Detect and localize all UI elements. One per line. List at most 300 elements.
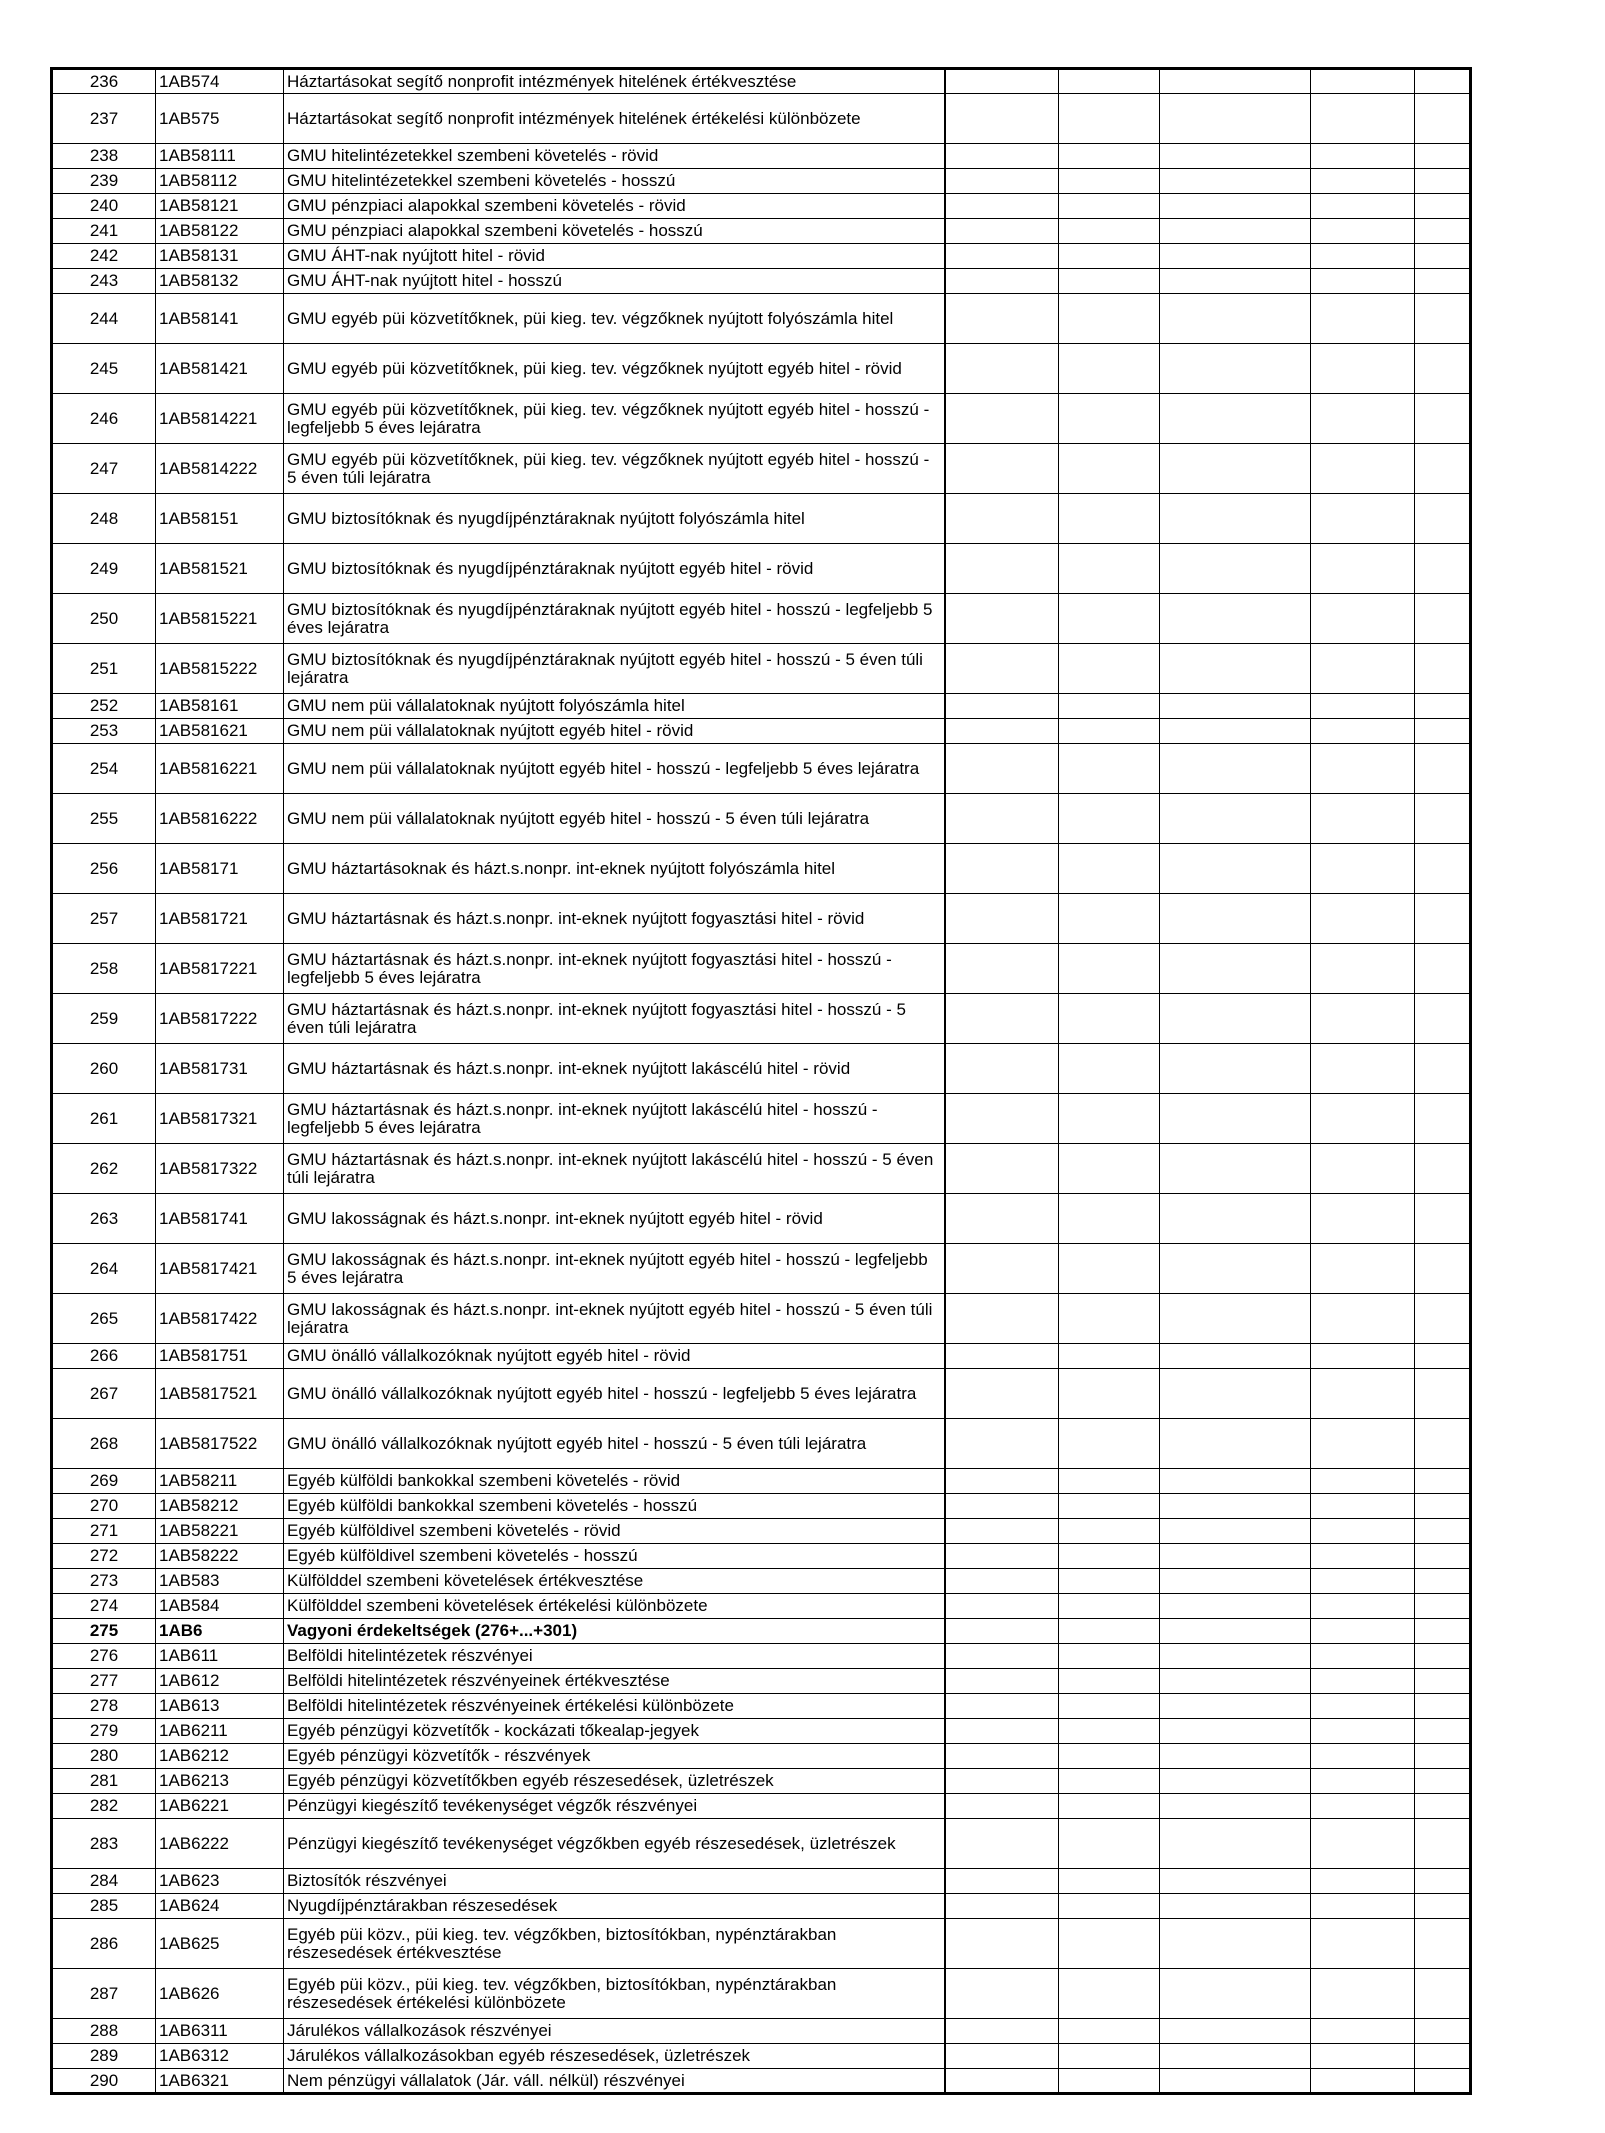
row-code: 1AB581731 xyxy=(156,1044,284,1094)
value-cell[interactable] xyxy=(1311,1969,1415,2019)
value-cell[interactable] xyxy=(1059,1469,1160,1494)
value-cell[interactable] xyxy=(1415,1694,1471,1719)
value-cell[interactable] xyxy=(1311,594,1415,644)
value-cell[interactable] xyxy=(1160,1619,1311,1644)
value-cell[interactable] xyxy=(1160,144,1311,169)
value-cell[interactable] xyxy=(1059,444,1160,494)
value-cell[interactable] xyxy=(1415,1919,1471,1969)
value-cell[interactable] xyxy=(945,1619,1059,1644)
value-cell[interactable] xyxy=(1160,1894,1311,1919)
value-cell[interactable] xyxy=(1059,1294,1160,1344)
row-description: Pénzügyi kiegészítő tevékenységet végzők részvényei xyxy=(284,1794,945,1819)
value-cell[interactable] xyxy=(1311,1244,1415,1294)
value-cell[interactable] xyxy=(945,1794,1059,1819)
row-number: 285 xyxy=(52,1894,156,1919)
value-cell[interactable] xyxy=(945,69,1059,94)
value-cell[interactable] xyxy=(1415,1719,1471,1744)
value-cell[interactable] xyxy=(1311,1869,1415,1894)
row-number: 246 xyxy=(52,394,156,444)
value-cell[interactable] xyxy=(1059,269,1160,294)
value-cell[interactable] xyxy=(1311,1719,1415,1744)
value-cell[interactable] xyxy=(1415,1369,1471,1419)
value-cell[interactable] xyxy=(1311,269,1415,294)
value-cell[interactable] xyxy=(1415,1569,1471,1594)
value-cell[interactable] xyxy=(945,1669,1059,1694)
value-cell[interactable] xyxy=(1160,1244,1311,1294)
value-cell[interactable] xyxy=(1415,219,1471,244)
value-cell[interactable] xyxy=(1311,1794,1415,1819)
row-number: 267 xyxy=(52,1369,156,1419)
row-number: 253 xyxy=(52,719,156,744)
value-cell[interactable] xyxy=(945,194,1059,219)
value-cell[interactable] xyxy=(1160,1969,1311,2019)
row-description: GMU hitelintézetekkel szembeni követelés - hosszú xyxy=(284,169,945,194)
value-cell[interactable] xyxy=(1311,944,1415,994)
value-cell[interactable] xyxy=(1415,719,1471,744)
value-cell[interactable] xyxy=(945,744,1059,794)
value-cell[interactable] xyxy=(1059,1094,1160,1144)
value-cell[interactable] xyxy=(1160,1469,1311,1494)
value-cell[interactable] xyxy=(1311,69,1415,94)
value-cell[interactable] xyxy=(1059,1044,1160,1094)
value-cell[interactable] xyxy=(1160,1569,1311,1594)
value-cell[interactable] xyxy=(1160,1819,1311,1869)
value-cell[interactable] xyxy=(1415,1344,1471,1369)
value-cell[interactable] xyxy=(1415,1644,1471,1669)
value-cell[interactable] xyxy=(945,1094,1059,1144)
value-cell[interactable] xyxy=(1415,94,1471,144)
value-cell[interactable] xyxy=(945,94,1059,144)
value-cell[interactable] xyxy=(1160,1794,1311,1819)
value-cell[interactable] xyxy=(1059,344,1160,394)
value-cell[interactable] xyxy=(1415,1494,1471,1519)
value-cell[interactable] xyxy=(1059,1869,1160,1894)
value-cell[interactable] xyxy=(1160,2069,1311,2094)
value-cell[interactable] xyxy=(1311,1294,1415,1344)
value-cell[interactable] xyxy=(1415,644,1471,694)
value-cell[interactable] xyxy=(1160,1519,1311,1544)
value-cell[interactable] xyxy=(945,1369,1059,1419)
value-cell[interactable] xyxy=(1415,144,1471,169)
value-cell[interactable] xyxy=(1059,894,1160,944)
value-cell[interactable] xyxy=(1059,394,1160,444)
value-cell[interactable] xyxy=(1059,1419,1160,1469)
value-cell[interactable] xyxy=(1160,444,1311,494)
table-row xyxy=(52,1494,1471,1519)
value-cell[interactable] xyxy=(1311,1819,1415,1869)
value-cell[interactable] xyxy=(945,169,1059,194)
value-cell[interactable] xyxy=(945,1494,1059,1519)
value-cell[interactable] xyxy=(945,694,1059,719)
value-cell[interactable] xyxy=(1415,494,1471,544)
value-cell[interactable] xyxy=(945,1819,1059,1869)
value-cell[interactable] xyxy=(945,219,1059,244)
value-cell[interactable] xyxy=(1160,494,1311,544)
value-cell[interactable] xyxy=(945,494,1059,544)
value-cell[interactable] xyxy=(1415,894,1471,944)
value-cell[interactable] xyxy=(1160,1294,1311,1344)
value-cell[interactable] xyxy=(1059,94,1160,144)
value-cell[interactable] xyxy=(1059,1344,1160,1369)
value-cell[interactable] xyxy=(945,1344,1059,1369)
value-cell[interactable] xyxy=(1059,1894,1160,1919)
value-cell[interactable] xyxy=(945,1744,1059,1769)
value-cell[interactable] xyxy=(1059,644,1160,694)
value-cell[interactable] xyxy=(1160,1344,1311,1369)
value-cell[interactable] xyxy=(1059,1919,1160,1969)
value-cell[interactable] xyxy=(945,894,1059,944)
value-cell[interactable] xyxy=(1415,1144,1471,1194)
value-cell[interactable] xyxy=(1415,1769,1471,1794)
value-cell[interactable] xyxy=(1160,1694,1311,1719)
value-cell[interactable] xyxy=(1311,1644,1415,1669)
value-cell[interactable] xyxy=(1160,269,1311,294)
value-cell[interactable] xyxy=(1059,194,1160,219)
value-cell[interactable] xyxy=(1160,544,1311,594)
value-cell[interactable] xyxy=(1311,744,1415,794)
row-number: 251 xyxy=(52,644,156,694)
row-code: 1AB58161 xyxy=(156,694,284,719)
value-cell[interactable] xyxy=(945,144,1059,169)
value-cell[interactable] xyxy=(1311,794,1415,844)
value-cell[interactable] xyxy=(1311,219,1415,244)
value-cell[interactable] xyxy=(1311,169,1415,194)
value-cell[interactable] xyxy=(945,594,1059,644)
value-cell[interactable] xyxy=(945,1469,1059,1494)
row-code: 1AB5815222 xyxy=(156,644,284,694)
value-cell[interactable] xyxy=(945,1544,1059,1569)
value-cell[interactable] xyxy=(1311,1344,1415,1369)
value-cell[interactable] xyxy=(1059,69,1160,94)
value-cell[interactable] xyxy=(1059,169,1160,194)
value-cell[interactable] xyxy=(1059,1794,1160,1819)
value-cell[interactable] xyxy=(1059,1744,1160,1769)
value-cell[interactable] xyxy=(1415,1594,1471,1619)
value-cell[interactable] xyxy=(945,2019,1059,2044)
table-row xyxy=(52,1344,1471,1369)
value-cell[interactable] xyxy=(1311,1519,1415,1544)
value-cell[interactable] xyxy=(945,1569,1059,1594)
value-cell[interactable] xyxy=(1059,794,1160,844)
value-cell[interactable] xyxy=(1311,94,1415,144)
table-row xyxy=(52,1469,1471,1494)
value-cell[interactable] xyxy=(945,644,1059,694)
row-code: 1AB581621 xyxy=(156,719,284,744)
value-cell[interactable] xyxy=(1311,1544,1415,1569)
table-row xyxy=(52,219,1471,244)
value-cell[interactable] xyxy=(1160,594,1311,644)
value-cell[interactable] xyxy=(1059,219,1160,244)
value-cell[interactable] xyxy=(945,244,1059,269)
value-cell[interactable] xyxy=(1415,844,1471,894)
row-code: 1AB5817221 xyxy=(156,944,284,994)
value-cell[interactable] xyxy=(1415,1894,1471,1919)
value-cell[interactable] xyxy=(945,1919,1059,1969)
value-cell[interactable] xyxy=(1311,2069,1415,2094)
value-cell[interactable] xyxy=(1160,394,1311,444)
value-cell[interactable] xyxy=(1160,1644,1311,1669)
row-description: Egyéb külföldi bankokkal szembeni követelés - hosszú xyxy=(284,1494,945,1519)
value-cell[interactable] xyxy=(1311,1044,1415,1094)
value-cell[interactable] xyxy=(1160,1669,1311,1694)
value-cell[interactable] xyxy=(1311,544,1415,594)
value-cell[interactable] xyxy=(1160,1144,1311,1194)
value-cell[interactable] xyxy=(1311,719,1415,744)
value-cell[interactable] xyxy=(1160,1369,1311,1419)
value-cell[interactable] xyxy=(945,1869,1059,1894)
value-cell[interactable] xyxy=(1415,744,1471,794)
value-cell[interactable] xyxy=(1311,1894,1415,1919)
value-cell[interactable] xyxy=(1059,2044,1160,2069)
value-cell[interactable] xyxy=(1311,1569,1415,1594)
value-cell[interactable] xyxy=(945,1894,1059,1919)
value-cell[interactable] xyxy=(1415,244,1471,269)
value-cell[interactable] xyxy=(1059,1569,1160,1594)
value-cell[interactable] xyxy=(1059,944,1160,994)
row-description: Egyéb külföldivel szembeni követelés - hosszú xyxy=(284,1544,945,1569)
value-cell[interactable] xyxy=(1160,719,1311,744)
value-cell[interactable] xyxy=(1311,1144,1415,1194)
row-description: Belföldi hitelintézetek részvényeinek értékvesztése xyxy=(284,1669,945,1694)
value-cell[interactable] xyxy=(1059,1494,1160,1519)
value-cell[interactable] xyxy=(1160,194,1311,219)
value-cell[interactable] xyxy=(1311,394,1415,444)
value-cell[interactable] xyxy=(1415,694,1471,719)
value-cell[interactable] xyxy=(1415,69,1471,94)
value-cell[interactable] xyxy=(1160,1594,1311,1619)
value-cell[interactable] xyxy=(1059,1669,1160,1694)
value-cell[interactable] xyxy=(1160,1869,1311,1894)
value-cell[interactable] xyxy=(1311,144,1415,169)
value-cell[interactable] xyxy=(1311,1919,1415,1969)
value-cell[interactable] xyxy=(1415,1819,1471,1869)
value-cell[interactable] xyxy=(945,2069,1059,2094)
value-cell[interactable] xyxy=(1415,1194,1471,1244)
value-cell[interactable] xyxy=(1311,1469,1415,1494)
value-cell[interactable] xyxy=(1059,294,1160,344)
value-cell[interactable] xyxy=(945,1194,1059,1244)
value-cell[interactable] xyxy=(945,1769,1059,1794)
value-cell[interactable] xyxy=(1160,1544,1311,1569)
value-cell[interactable] xyxy=(1311,294,1415,344)
value-cell[interactable] xyxy=(1160,1719,1311,1744)
value-cell[interactable] xyxy=(945,1969,1059,2019)
value-cell[interactable] xyxy=(1415,1544,1471,1569)
value-cell[interactable] xyxy=(1311,1619,1415,1644)
value-cell[interactable] xyxy=(1311,244,1415,269)
value-cell[interactable] xyxy=(945,1244,1059,1294)
value-cell[interactable] xyxy=(945,719,1059,744)
value-cell[interactable] xyxy=(1160,744,1311,794)
value-cell[interactable] xyxy=(1160,169,1311,194)
value-cell[interactable] xyxy=(945,1044,1059,1094)
value-cell[interactable] xyxy=(1415,1619,1471,1644)
value-cell[interactable] xyxy=(945,844,1059,894)
value-cell[interactable] xyxy=(1059,1519,1160,1544)
value-cell[interactable] xyxy=(1415,1294,1471,1344)
value-cell[interactable] xyxy=(945,444,1059,494)
value-cell[interactable] xyxy=(1415,1094,1471,1144)
value-cell[interactable] xyxy=(1415,1794,1471,1819)
row-code: 1AB584 xyxy=(156,1594,284,1619)
value-cell[interactable] xyxy=(1059,1369,1160,1419)
value-cell[interactable] xyxy=(1415,1869,1471,1894)
row-code: 1AB5817321 xyxy=(156,1094,284,1144)
value-cell[interactable] xyxy=(1059,1194,1160,1244)
value-cell[interactable] xyxy=(1160,994,1311,1044)
value-cell[interactable] xyxy=(1415,2069,1471,2094)
value-cell[interactable] xyxy=(1415,1744,1471,1769)
value-cell[interactable] xyxy=(1160,1744,1311,1769)
value-cell[interactable] xyxy=(1160,244,1311,269)
value-cell[interactable] xyxy=(1059,719,1160,744)
row-code: 1AB623 xyxy=(156,1869,284,1894)
row-number: 241 xyxy=(52,219,156,244)
value-cell[interactable] xyxy=(1415,1969,1471,2019)
value-cell[interactable] xyxy=(1059,744,1160,794)
value-cell[interactable] xyxy=(1415,994,1471,1044)
value-cell[interactable] xyxy=(1160,2019,1311,2044)
value-cell[interactable] xyxy=(1415,2044,1471,2069)
value-cell[interactable] xyxy=(945,1294,1059,1344)
value-cell[interactable] xyxy=(1415,594,1471,644)
value-cell[interactable] xyxy=(945,344,1059,394)
value-cell[interactable] xyxy=(1059,244,1160,269)
value-cell[interactable] xyxy=(1311,644,1415,694)
value-cell[interactable] xyxy=(1415,444,1471,494)
value-cell[interactable] xyxy=(1415,1044,1471,1094)
value-cell[interactable] xyxy=(1311,844,1415,894)
value-cell[interactable] xyxy=(945,794,1059,844)
value-cell[interactable] xyxy=(945,1594,1059,1619)
value-cell[interactable] xyxy=(1311,494,1415,544)
value-cell[interactable] xyxy=(1160,1769,1311,1794)
value-cell[interactable] xyxy=(945,944,1059,994)
value-cell[interactable] xyxy=(1160,1044,1311,1094)
value-cell[interactable] xyxy=(1059,1594,1160,1619)
value-cell[interactable] xyxy=(945,994,1059,1044)
value-cell[interactable] xyxy=(1415,344,1471,394)
value-cell[interactable] xyxy=(1059,494,1160,544)
value-cell[interactable] xyxy=(1160,1194,1311,1244)
value-cell[interactable] xyxy=(945,1719,1059,1744)
value-cell[interactable] xyxy=(1415,194,1471,219)
value-cell[interactable] xyxy=(1415,794,1471,844)
value-cell[interactable] xyxy=(1160,1919,1311,1969)
value-cell[interactable] xyxy=(1311,894,1415,944)
value-cell[interactable] xyxy=(1059,144,1160,169)
value-cell[interactable] xyxy=(1311,444,1415,494)
value-cell[interactable] xyxy=(1311,2019,1415,2044)
value-cell[interactable] xyxy=(1059,2019,1160,2044)
value-cell[interactable] xyxy=(1311,1744,1415,1769)
value-cell[interactable] xyxy=(1160,1094,1311,1144)
value-cell[interactable] xyxy=(1160,694,1311,719)
value-cell[interactable] xyxy=(1311,1369,1415,1419)
value-cell[interactable] xyxy=(1160,944,1311,994)
value-cell[interactable] xyxy=(945,1644,1059,1669)
value-cell[interactable] xyxy=(945,1694,1059,1719)
value-cell[interactable] xyxy=(1160,844,1311,894)
value-cell[interactable] xyxy=(1059,1644,1160,1669)
table-row xyxy=(52,244,1471,269)
value-cell[interactable] xyxy=(1311,1669,1415,1694)
value-cell[interactable] xyxy=(1160,69,1311,94)
value-cell[interactable] xyxy=(945,394,1059,444)
value-cell[interactable] xyxy=(1160,94,1311,144)
value-cell[interactable] xyxy=(1160,794,1311,844)
value-cell[interactable] xyxy=(1415,1244,1471,1294)
value-cell[interactable] xyxy=(1311,194,1415,219)
value-cell[interactable] xyxy=(1160,219,1311,244)
value-cell[interactable] xyxy=(945,294,1059,344)
value-cell[interactable] xyxy=(1311,994,1415,1044)
value-cell[interactable] xyxy=(1059,1819,1160,1869)
value-cell[interactable] xyxy=(1311,344,1415,394)
value-cell[interactable] xyxy=(1059,994,1160,1044)
value-cell[interactable] xyxy=(1415,269,1471,294)
value-cell[interactable] xyxy=(1311,1419,1415,1469)
value-cell[interactable] xyxy=(945,1144,1059,1194)
value-cell[interactable] xyxy=(1059,844,1160,894)
value-cell[interactable] xyxy=(1160,644,1311,694)
value-cell[interactable] xyxy=(1415,1469,1471,1494)
value-cell[interactable] xyxy=(1059,1244,1160,1294)
value-cell[interactable] xyxy=(1059,1619,1160,1644)
value-cell[interactable] xyxy=(1059,594,1160,644)
value-cell[interactable] xyxy=(1415,169,1471,194)
value-cell[interactable] xyxy=(1311,1594,1415,1619)
value-cell[interactable] xyxy=(1311,1694,1415,1719)
value-cell[interactable] xyxy=(1415,2019,1471,2044)
value-cell[interactable] xyxy=(1311,1494,1415,1519)
value-cell[interactable] xyxy=(1059,1144,1160,1194)
value-cell[interactable] xyxy=(1415,544,1471,594)
value-cell[interactable] xyxy=(1059,1719,1160,1744)
value-cell[interactable] xyxy=(1059,1969,1160,2019)
value-cell[interactable] xyxy=(1415,1419,1471,1469)
value-cell[interactable] xyxy=(1059,1694,1160,1719)
value-cell[interactable] xyxy=(1415,1669,1471,1694)
value-cell[interactable] xyxy=(1311,2044,1415,2069)
value-cell[interactable] xyxy=(1415,944,1471,994)
value-cell[interactable] xyxy=(1059,694,1160,719)
value-cell[interactable] xyxy=(945,1419,1059,1469)
value-cell[interactable] xyxy=(945,2044,1059,2069)
value-cell[interactable] xyxy=(945,1519,1059,1544)
value-cell[interactable] xyxy=(1415,294,1471,344)
value-cell[interactable] xyxy=(1160,2044,1311,2069)
value-cell[interactable] xyxy=(1415,1519,1471,1544)
value-cell[interactable] xyxy=(1160,1494,1311,1519)
value-cell[interactable] xyxy=(1160,1419,1311,1469)
value-cell[interactable] xyxy=(1311,1094,1415,1144)
value-cell[interactable] xyxy=(1059,544,1160,594)
value-cell[interactable] xyxy=(1059,1544,1160,1569)
value-cell[interactable] xyxy=(1160,344,1311,394)
value-cell[interactable] xyxy=(1311,694,1415,719)
value-cell[interactable] xyxy=(1311,1769,1415,1794)
value-cell[interactable] xyxy=(1160,294,1311,344)
value-cell[interactable] xyxy=(945,544,1059,594)
value-cell[interactable] xyxy=(1311,1194,1415,1244)
row-code: 1AB575 xyxy=(156,94,284,144)
value-cell[interactable] xyxy=(1160,894,1311,944)
value-cell[interactable] xyxy=(1059,1769,1160,1794)
value-cell[interactable] xyxy=(1059,2069,1160,2094)
value-cell[interactable] xyxy=(945,269,1059,294)
value-cell[interactable] xyxy=(1415,394,1471,444)
